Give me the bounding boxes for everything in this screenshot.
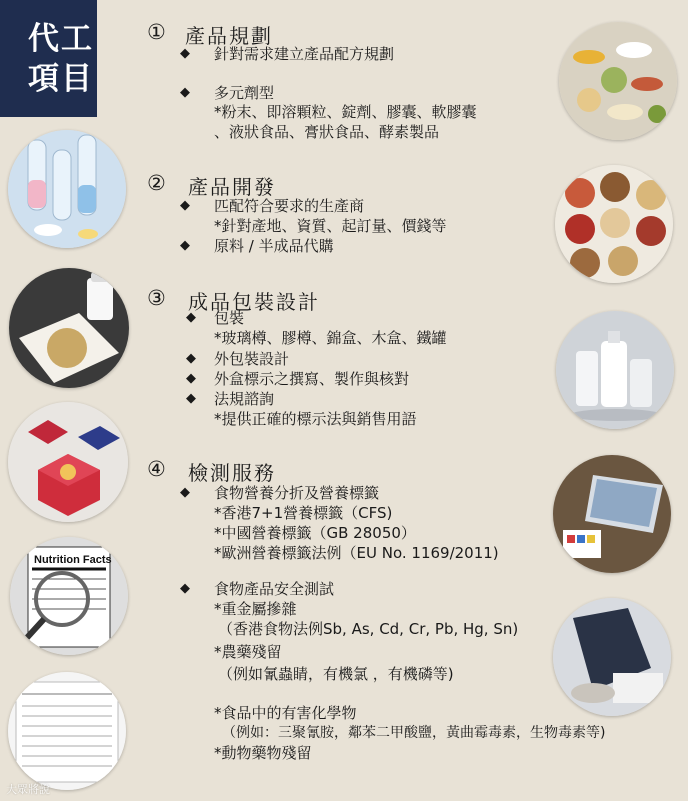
test-tubes-icon [8, 130, 126, 248]
section-2-title: 產品開發 [188, 175, 276, 199]
section-3-line-2: *玻璃樽、膠樽、錦盒、木盒、鐵罐 [214, 329, 447, 347]
section-4-line-9: （例如氰蟲睛，有機氯 ，有機磷等) [218, 665, 454, 683]
section-4-line-6: *重金屬摻雜 [214, 600, 297, 618]
section-2-line-3: 原料 / 半成品代購 [214, 237, 334, 255]
bullet-icon: ◆ [180, 238, 190, 253]
section-4-line-12: *動物藥物殘留 [214, 744, 312, 762]
section-4-line-2: *香港7+1營養標籤（CFS) [214, 504, 393, 522]
section-2-number: ② [147, 171, 166, 195]
heading-line-1: 代工 [28, 20, 94, 57]
section-4-title: 檢測服務 [188, 461, 276, 485]
gift-boxes-icon [8, 402, 128, 522]
section-4-number: ④ [147, 457, 166, 481]
heading-line-2: 項目 [28, 60, 94, 97]
section-3-line-6: *提供正確的標示法與銷售用語 [214, 410, 417, 428]
section-3-title: 成品包裝設計 [188, 290, 320, 314]
section-4-line-7: （香港食物法例Sb, As, Cd, Cr, Pb, Hg, Sn) [218, 620, 519, 638]
section-3-line-1: 包裝 [214, 309, 245, 327]
section-3-line-5: 法規諮詢 [214, 390, 275, 408]
bullet-icon: ◆ [186, 351, 196, 366]
lab-report-icon [8, 672, 126, 790]
section-1-line-4: 、液狀食品、膏狀食品、酵素製品 [214, 123, 440, 141]
watermark: 大眾將說 [6, 783, 50, 796]
section-3-number: ③ [147, 286, 166, 310]
section-4-line-1: 食物營養分折及營養標籤 [214, 484, 380, 502]
nutrition-label-icon [10, 537, 128, 655]
bullet-icon: ◆ [180, 198, 190, 213]
section-4-line-5: 食物產品安全測試 [214, 580, 335, 598]
section-2-line-1: 匹配符合要求的生產商 [214, 197, 365, 215]
section-4-line-8: *農藥殘留 [214, 643, 282, 661]
section-4-line-3: *中國營養標籤（GB 28050） [214, 524, 416, 542]
bullet-icon: ◆ [186, 371, 196, 386]
bullet-icon: ◆ [180, 581, 190, 596]
section-3-line-3: 外包裝設計 [214, 350, 290, 368]
bullet-icon: ◆ [186, 310, 196, 325]
capsules-icon [559, 22, 677, 140]
nutrition-label-title: Nutrition Facts [34, 554, 112, 566]
powder-sample-icon [9, 268, 129, 388]
section-4-line-4: *歐洲營養標籤法例（EU No. 1169/2011) [214, 544, 499, 562]
section-1-number: ① [147, 20, 166, 44]
section-2-line-2: *針對產地、資質、起訂量、價錢等 [214, 217, 447, 235]
section-3-line-4: 外盒標示之撰寫、製作與核對 [214, 370, 410, 388]
section-1-line-2: 多元劑型 [214, 84, 275, 102]
businessman-icon [553, 598, 671, 716]
section-1-title: 產品規劃 [185, 24, 273, 48]
bullet-icon: ◆ [180, 485, 190, 500]
section-1-line-1: 針對需求建立產品配方規劃 [214, 45, 395, 63]
heading-box [0, 0, 97, 117]
section-4-line-11: （例如：三聚氰胺，鄰苯二甲酸鹽，黃曲霉毒素，生物毒素等) [222, 725, 606, 741]
bottles-icon [556, 311, 674, 429]
section-4-line-10: *食品中的有害化學物 [214, 704, 357, 722]
laptop-icon [553, 455, 671, 573]
herbs-bowls-icon [555, 165, 673, 283]
bullet-icon: ◆ [180, 46, 190, 61]
section-1-line-3: *粉末、即溶顆粒、錠劑、膠囊、軟膠囊 [214, 103, 477, 121]
bullet-icon: ◆ [180, 85, 190, 100]
bullet-icon: ◆ [186, 391, 196, 406]
